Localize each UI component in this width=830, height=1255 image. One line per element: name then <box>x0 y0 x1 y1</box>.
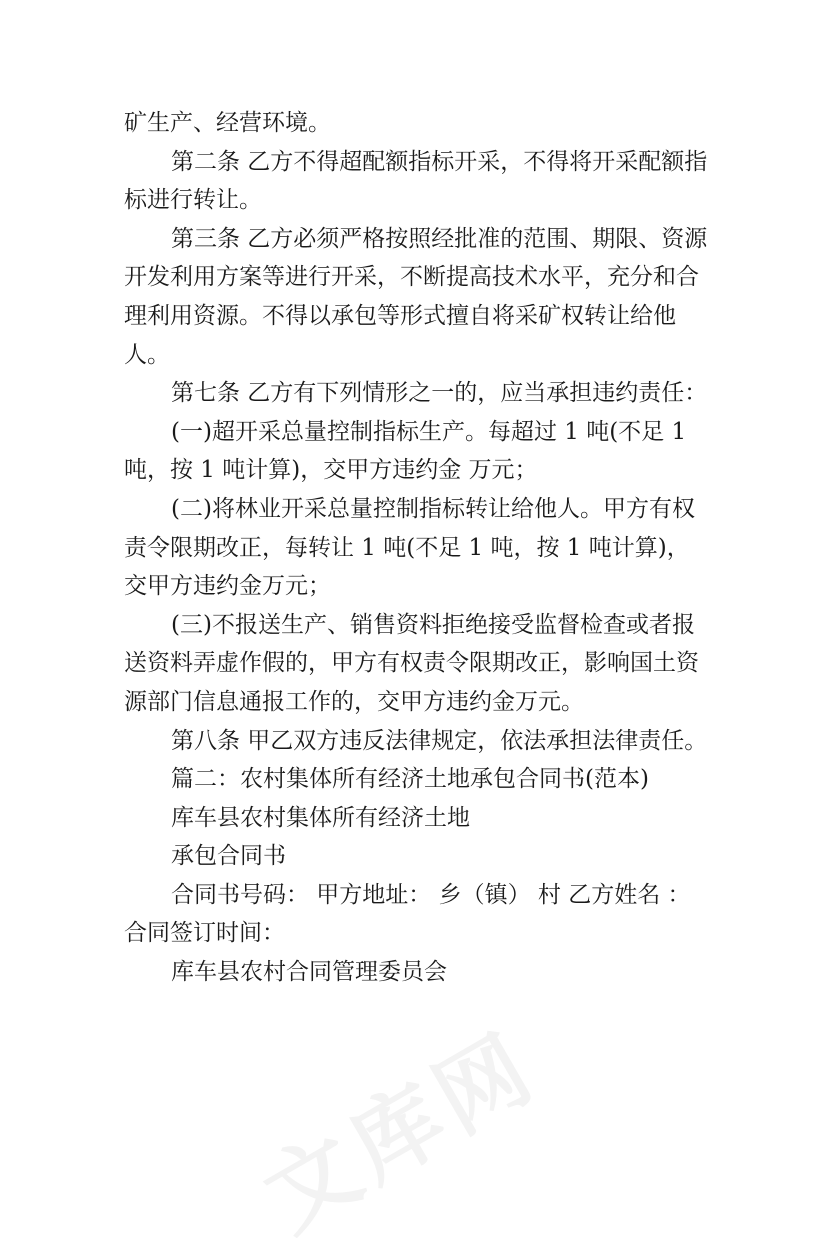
paragraph-item-1: (一)超开采总量控制指标生产。每超过 1 吨(不足 1 吨，按 1 吨计算)，交甲方违约金 万元； <box>124 418 687 484</box>
paragraph-article-7: 第七条 乙方有下列情形之一的，应当承担违约责任： <box>171 380 708 407</box>
paragraph-contract-title: 承包合同书 <box>171 843 286 870</box>
document-body <box>124 104 709 992</box>
paragraph-part-2-title: 篇二：农村集体所有经济土地承包合同书(范本) <box>171 766 649 793</box>
paragraph-article-2: 第二条 乙方不得超配额指标开采，不得将开采配额指标进行转让。 <box>124 148 708 214</box>
paragraph-county-title: 库车县农村集体所有经济土地 <box>171 804 470 831</box>
watermark: 文库网 <box>247 1013 555 1252</box>
paragraph-contract-fields: 合同书号码： 甲方地址： 乡（镇） 村 乙方姓名 ：合同签订时间： <box>124 881 691 947</box>
paragraph-committee: 库车县农村合同管理委员会 <box>171 959 447 986</box>
paragraph-article-3: 第三条 乙方必须严格按照经批准的范围、期限、资源开发利用方案等进行开采，不断提高技术水平，充分和合理利用资源。不得以承包等形式擅自将采矿权转让给他人。 <box>124 225 708 368</box>
paragraph-article-8: 第八条 甲乙双方违反法律规定，依法承担法律责任。 <box>171 727 708 754</box>
paragraph-item-3: (三)不报送生产、销售资料拒绝接受监督检查或者报送资料弄虚作假的，甲方有权责令限期改正，影响国土资源部门信息通报工作的，交甲方违约金万元。 <box>124 611 699 715</box>
paragraph-continuation: 矿生产、经营环境。 <box>124 110 331 136</box>
paragraph-item-2: (二)将林业开采总量控制指标转让给他人。甲方有权责令限期改正，每转让 1 吨(不足 1 吨，按 1 吨计算)，交甲方违约金万元； <box>124 495 695 600</box>
